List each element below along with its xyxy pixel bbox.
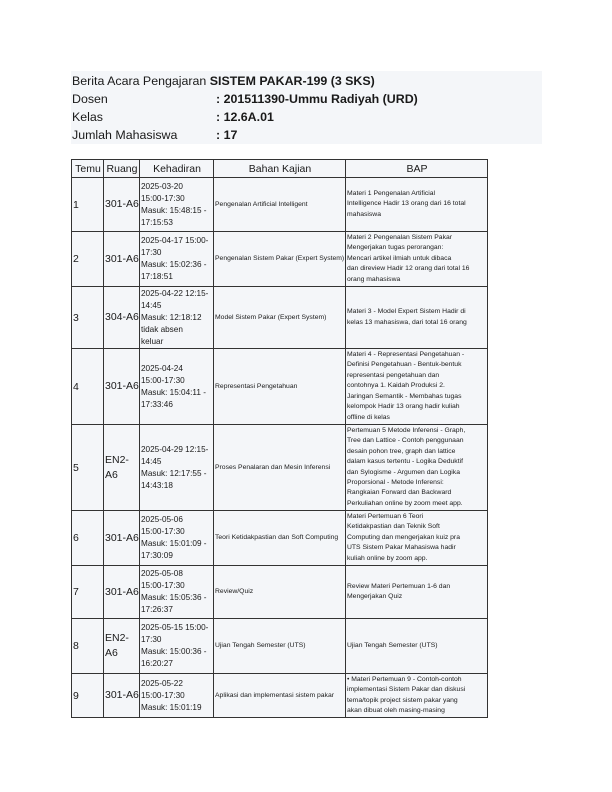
cell-ruang: EN2-A6 (104, 619, 140, 674)
cell-bap (346, 287, 488, 349)
kehadiran-line: 17:30 (141, 635, 162, 644)
bap-line: Pertemuan 5 Metode Inferensi - Graph, (347, 426, 466, 434)
kehadiran-line: Masuk: 15:00:36 - (141, 647, 207, 656)
kehadiran-line: 17:30:09 (141, 551, 173, 560)
cell-bahan-kajian: Proses Penalaran dan Mesin Inferensi (214, 425, 346, 511)
kehadiran-line: Masuk: 15:01:19 (141, 702, 202, 712)
bap-line: contohnya 1. Kaidah Produksi 2. (347, 382, 445, 390)
table-row (72, 425, 488, 511)
table-row (72, 349, 488, 425)
cell-bahan-kajian: Pengenalan Artificial Intelligent (214, 178, 346, 232)
kehadiran-line: 2025-04-24 (141, 363, 183, 373)
kehadiran-line: 16:20:27 (141, 659, 173, 668)
bap-line: Jaringan Semantik - Membahas tugas (347, 392, 462, 400)
cell-temu: 3 (72, 287, 104, 349)
table-row (72, 287, 488, 349)
col-header-kehadiran: Kehadiran (140, 160, 214, 178)
bap-line: tema/topik project sistem pakar yang (347, 696, 458, 704)
bap-line: Mengerjakan tugas perorangan: (347, 244, 444, 252)
bap-line: • Materi Pertemuan 9 - Contoh-contoh (347, 675, 462, 683)
col-header-ruang: Ruang (104, 160, 140, 178)
kehadiran-line: 14:45 (141, 300, 162, 310)
bap-line: Mengerjakan Quiz (347, 593, 403, 600)
bap-line: Materi Pertemuan 6 Teori (347, 512, 424, 520)
bap-line: Tree dan Lattice - Contoh penggunaan (347, 437, 464, 445)
col-header-temu: Temu (72, 160, 104, 178)
kelas-value: : 12.6A.01 (216, 110, 274, 124)
header-row-dosen (72, 90, 542, 108)
cell-bap (346, 178, 488, 232)
kehadiran-line: 15:00-17:30 (141, 375, 185, 385)
kehadiran-line: Masuk: 15:48:15 - (141, 205, 207, 215)
bap-line: akan dibuat oleh masing-masing (347, 706, 445, 714)
cell-bahan-kajian: Representasi Pengetahuan (214, 349, 346, 425)
kehadiran-line: Masuk: 15:01:09 - (141, 539, 207, 548)
table-row (72, 232, 488, 287)
kehadiran-line: Masuk: 15:02:36 - (141, 260, 207, 269)
bap-line: UTS Sistem Pakar Mahasiswa hadir (347, 544, 456, 552)
cell-kehadiran (140, 566, 214, 619)
kehadiran-line: Masuk: 12:17:55 - (141, 468, 207, 478)
table-row (72, 619, 488, 674)
bap-line: mahasiswa (347, 210, 381, 218)
cell-temu: 7 (72, 566, 104, 619)
table-row (72, 566, 488, 619)
cell-bap (346, 232, 488, 287)
bap-line: Materi 4 - Representasi Pengetahuan - (347, 351, 465, 359)
cell-kehadiran (140, 349, 214, 425)
kehadiran-line: 2025-05-06 (141, 515, 183, 524)
header-title-row (72, 72, 542, 90)
cell-bap (346, 566, 488, 619)
table-row (72, 178, 488, 232)
kehadiran-line: 17:30 (141, 248, 162, 257)
bap-line: Materi 3 - Model Expert Sistem Hadir di (347, 308, 466, 316)
kehadiran-line: 17:33:46 (141, 399, 173, 409)
cell-ruang: 301-A6 (104, 178, 140, 232)
bap-line: Definisi Pengetahuan - Bentuk-bentuk (347, 361, 462, 369)
bap-line: Materi 1 Pengenalan Artificial (347, 189, 436, 197)
bap-line: Ujian Tengah Semester (UTS) (347, 641, 438, 649)
kehadiran-line: 17:15:53 (141, 217, 173, 227)
kehadiran-line: 17:18:51 (141, 272, 173, 281)
kehadiran-line: Masuk: 15:04:11 - (141, 387, 206, 397)
bap-line: kuliah online by zoom app. (347, 554, 428, 562)
cell-kehadiran (140, 178, 214, 232)
cell-temu: 4 (72, 349, 104, 425)
cell-ruang: 301-A6 (104, 232, 140, 287)
kehadiran-line: 2025-04-22 12:15- (141, 288, 209, 298)
table-header-row (72, 160, 488, 178)
bap-line: implementasi Sistem Pakar dan diskusi (347, 686, 466, 694)
bap-line: kelompok Hadir 13 orang hadir kuliah (347, 403, 460, 411)
cell-bahan-kajian: Aplikasi dan implementasi sistem pakar (214, 674, 346, 718)
bap-line: Perkuliahan online by zoom meet app. (347, 499, 463, 507)
cell-ruang: 301-A6 (104, 511, 140, 566)
bap-line: Computing dan mengerjakan kuiz pra (347, 533, 460, 541)
kehadiran-line: 17:26:37 (141, 605, 173, 614)
kehadiran-line: 2025-05-22 (141, 678, 183, 688)
kehadiran-line: Masuk: 15:05:36 - (141, 593, 207, 602)
kehadiran-line: Masuk: 12:18:12 (141, 312, 202, 322)
header-row-kelas (72, 108, 542, 126)
table-row (72, 511, 488, 566)
cell-bahan-kajian: Model Sistem Pakar (Expert System) (214, 287, 346, 349)
cell-bap (346, 511, 488, 566)
cell-temu: 2 (72, 232, 104, 287)
cell-bahan-kajian: Review/Quiz (214, 566, 346, 619)
kehadiran-line: 14:43:18 (141, 480, 173, 490)
bap-line: Materi 2 Pengenalan Sistem Pakar (347, 233, 453, 241)
kelas-label: Kelas (72, 110, 103, 124)
cell-kehadiran (140, 511, 214, 566)
bap-line: Proporsional - Metode Inferensi: (347, 478, 444, 486)
bap-line: Intelligence Hadir 13 orang dari 16 total (347, 200, 466, 208)
bap-line: desain pohon tree, graph dan lattice (347, 447, 456, 455)
cell-temu: 8 (72, 619, 104, 674)
kehadiran-line: 15:00-17:30 (141, 193, 185, 203)
bap-line: orang mahasiswa (347, 275, 401, 283)
title-label: Berita Acara Pengajaran (72, 74, 210, 88)
bap-line: Rangkaian Forward dan Backward (347, 489, 452, 497)
cell-bap (346, 425, 488, 511)
bap-line: dan Sylogisme - Argumen dan Logika (347, 468, 460, 476)
cell-bahan-kajian: Ujian Tengah Semester (UTS) (214, 619, 346, 674)
bap-line: offline di kelas (347, 413, 390, 421)
bap-line: dalam kasus tertentu - Logika Deduktif (347, 458, 463, 466)
cell-temu: 6 (72, 511, 104, 566)
cell-bap (346, 619, 488, 674)
cell-ruang: 301-A6 (104, 349, 140, 425)
cell-temu: 1 (72, 178, 104, 232)
cell-bahan-kajian: Teori Ketidakpastian dan Soft Computing (214, 511, 346, 566)
kehadiran-line: 2025-05-15 15:00- (141, 623, 209, 632)
cell-kehadiran (140, 619, 214, 674)
cell-kehadiran (140, 425, 214, 511)
course-title: SISTEM PAKAR-199 (3 SKS) (209, 74, 375, 88)
cell-kehadiran (140, 232, 214, 287)
cell-temu: 5 (72, 425, 104, 511)
cell-bap (346, 349, 488, 425)
bap-line: Mencari artikel ilmiah untuk dibaca (347, 254, 452, 262)
cell-ruang: 301-A6 (104, 566, 140, 619)
kehadiran-line: 2025-03-20 (141, 181, 183, 191)
dosen-value: : 201511390-Ummu Radiyah (URD) (216, 92, 418, 106)
table-row (72, 674, 488, 718)
bap-line: Review Materi Pertemuan 1-6 dan (347, 582, 451, 590)
kehadiran-line: 2025-04-29 12:15- (141, 444, 209, 454)
kehadiran-line: tidak absen (141, 324, 183, 334)
col-header-bahan-kajian: Bahan Kajian (214, 160, 346, 178)
kehadiran-line: 15:00-17:30 (141, 581, 185, 590)
dosen-label: Dosen (72, 92, 108, 106)
kehadiran-line: 2025-05-08 (141, 569, 183, 578)
header-row-jumlah (72, 126, 542, 144)
cell-ruang: EN2-A6 (104, 425, 140, 511)
cell-bahan-kajian: Pengenalan Sistem Pakar (Expert System) (214, 232, 346, 287)
kehadiran-line: 14:45 (141, 456, 162, 466)
bap-line: representasi pengetahuan dan (347, 371, 440, 379)
bap-line: kelas 13 mahasiswa, dari total 16 orang (347, 318, 467, 326)
cell-bap (346, 674, 488, 718)
kehadiran-line: keluar (141, 336, 164, 346)
jumlah-value: : 17 (216, 128, 238, 142)
cell-kehadiran (140, 674, 214, 718)
bap-line: dan direview Hadir 12 orang dari total 16 (347, 265, 470, 273)
kehadiran-line: 15:00-17:30 (141, 527, 185, 536)
col-header-bap: BAP (346, 160, 488, 178)
cell-ruang: 304-A6 (104, 287, 140, 349)
jumlah-label: Jumlah Mahasiswa (72, 128, 178, 142)
kehadiran-line: 15:00-17:30 (141, 690, 185, 700)
cell-ruang: 301-A6 (104, 674, 140, 718)
kehadiran-line: 2025-04-17 15:00- (141, 236, 209, 245)
attendance-table (71, 159, 488, 718)
cell-kehadiran (140, 287, 214, 349)
cell-temu: 9 (72, 674, 104, 718)
document-header (71, 71, 542, 144)
bap-line: Ketidakpastian dan Teknik Soft (347, 523, 440, 531)
